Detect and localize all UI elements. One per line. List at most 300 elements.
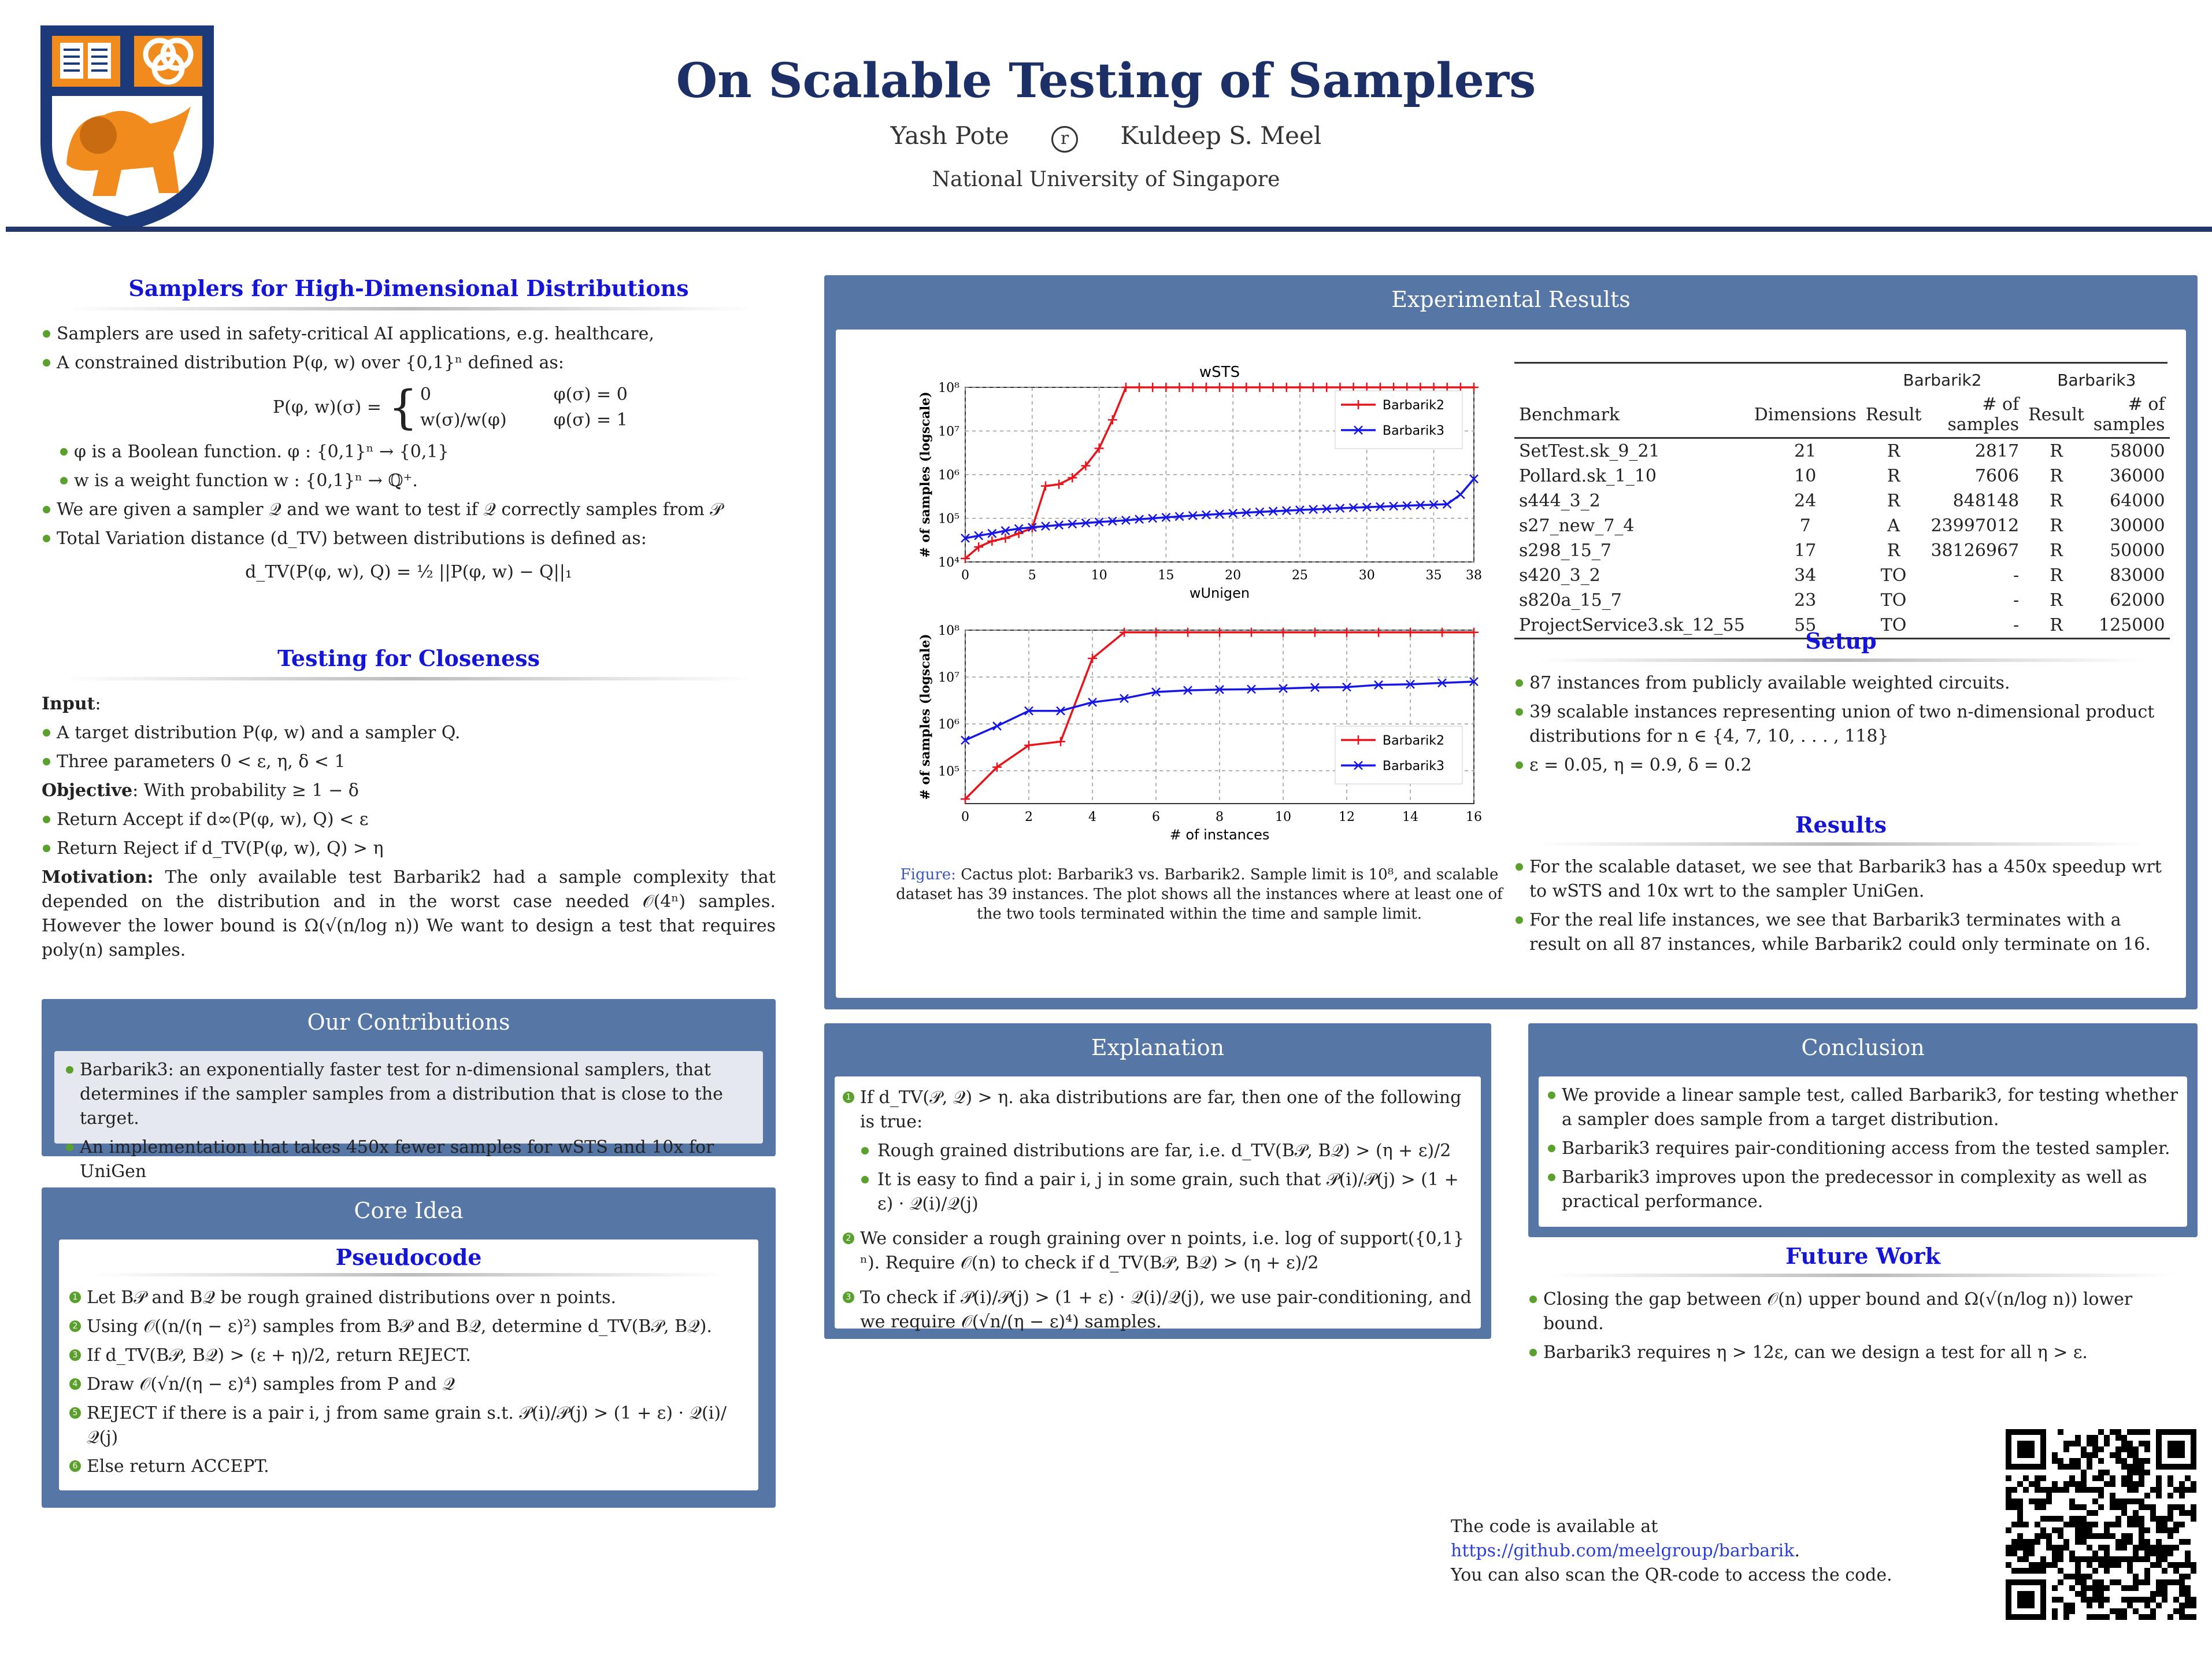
qr-module [2150,1504,2156,1510]
qr-module [2104,1435,2110,1441]
qr-finder [2167,1441,2185,1458]
qr-module [2098,1429,2104,1435]
qr-module [2162,1545,2167,1551]
qr-module [2075,1591,2081,1597]
qr-module [2173,1527,2179,1533]
x-tick-label: 12 [1339,810,1355,824]
qr-module [2127,1446,2133,1452]
qr-module [2104,1562,2110,1568]
qr-module [2087,1533,2092,1539]
table-cell: s298_15_7 [1519,541,1611,561]
list-item: φ is a Boolean function. φ : {0,1}ⁿ → {0,1} [59,440,776,464]
qr-module [2069,1441,2075,1446]
qr-module [2115,1539,2121,1545]
table-header-row [1514,392,2170,438]
step-number: 3 [69,1349,81,1361]
qr-module [2058,1556,2063,1562]
qr-module [2104,1441,2110,1446]
qr-module [2156,1522,2162,1527]
qr-module [2069,1458,2075,1464]
qr-module [2087,1597,2092,1603]
qr-module [2115,1435,2121,1441]
input-list [42,721,776,774]
qr-module [2052,1562,2058,1568]
qr-module [2023,1539,2029,1545]
table-cell: 7 [1799,516,1811,536]
table-header-cell: # of samples [2093,394,2165,435]
qr-module [2087,1556,2092,1562]
pseudocode-step: 5 REJECT if there is a pair i, j from same grain s.t. 𝒫(i)/𝒫(j) > (1 + ε) · 𝒬(i)/𝒬(j) [69,1401,748,1450]
qr-module [2133,1516,2139,1522]
heading-underline [1537,842,2144,846]
section-closeness [42,645,776,963]
qr-module [2058,1516,2063,1522]
table-cell: 848148 [1952,491,2020,511]
qr-module [2017,1522,2023,1527]
qr-module [2156,1585,2162,1591]
qr-module [2040,1533,2046,1539]
qr-module [2052,1597,2058,1603]
qr-module [2098,1562,2104,1568]
qr-module [2104,1533,2110,1539]
table-cell: R [1887,491,1900,511]
qr-module [2115,1608,2121,1614]
table-row [1514,563,2170,588]
panel-core-idea [42,1187,776,1508]
qr-module [2150,1551,2156,1556]
qr-module [2179,1487,2185,1493]
qr-module [2035,1522,2040,1527]
qr-module [2156,1579,2162,1585]
qr-module [2179,1608,2185,1614]
qr-module [2006,1475,2011,1481]
qr-module [2029,1498,2035,1504]
code-availability [1451,1515,1971,1588]
x-tick-label: 6 [1152,810,1160,824]
qr-module [2121,1464,2127,1470]
table-cell: 83000 [2110,565,2165,586]
qr-module [2052,1516,2058,1522]
list-item: Return Reject if d_TV(P(φ, w), Q) > η [42,837,776,861]
qr-module [2035,1475,2040,1481]
qr-module [2058,1545,2063,1551]
qr-module [2104,1568,2110,1574]
qr-module [2040,1487,2046,1493]
samplers-sublist [59,440,776,493]
qr-module [2110,1498,2115,1504]
qr-module [2087,1441,2092,1446]
qr-module [2167,1481,2173,1487]
qr-module [2058,1533,2063,1539]
qr-module [2162,1568,2167,1574]
list-item: A constrained distribution P(φ, w) over {0,1}ⁿ defined as: [42,351,776,375]
qr-module [2104,1481,2110,1487]
qr-module [2087,1545,2092,1551]
table-cell: 34 [1794,565,1817,586]
section-samplers [42,275,776,594]
qr-module [2063,1539,2069,1545]
qr-module [2110,1429,2115,1435]
case-value: 0 [420,384,431,405]
qr-module [2017,1539,2023,1545]
qr-module [2035,1562,2040,1568]
qr-module [2029,1481,2035,1487]
x-tick-label: 10 [1275,810,1291,824]
qr-module [2069,1551,2075,1556]
table-cell: s820a_15_7 [1519,590,1622,610]
qr-module [2133,1458,2139,1464]
qr-module [2115,1452,2121,1458]
qr-module [2167,1493,2173,1498]
qr-module [2092,1435,2098,1441]
table-header-cell: Result [2028,404,2084,425]
qr-module [2063,1522,2069,1527]
qr-module [2156,1527,2162,1533]
qr-module [2127,1585,2133,1591]
qr-module [2191,1516,2196,1522]
qr-module [2029,1568,2035,1574]
list-item: Samplers are used in safety-critical AI applications, e.g. healthcare, [42,322,776,346]
panel-heading: Explanation [1091,1035,1225,1060]
caption-text: Cactus plot: Barbarik3 vs. Barbarik2. Sample limit is 10⁸, and scalable dataset has 39 instances. The plot shows all the instances where at least one of the two tools terminated within the time and sample limit. [896,866,1503,923]
qr-module [2081,1585,2087,1591]
qr-module [2162,1591,2167,1597]
qr-module [2139,1556,2144,1562]
list-item: ε = 0.05, η = 0.9, δ = 0.2 [1514,753,2167,778]
qr-module [2092,1475,2098,1481]
table-cell: s420_3_2 [1519,565,1600,586]
qr-module [2139,1504,2144,1510]
table-cell: 55 [1794,615,1817,635]
qr-module [2069,1498,2075,1504]
qr-module [2075,1579,2081,1585]
qr-module [2046,1533,2052,1539]
qr-module [2029,1562,2035,1568]
qr-module [2139,1429,2144,1435]
qr-module [2139,1539,2144,1545]
qr-module [2115,1458,2121,1464]
qr-module [2110,1504,2115,1510]
qr-module [2121,1597,2127,1603]
qr-module [2156,1603,2162,1608]
qr-module [2098,1545,2104,1551]
table-cell: 2817 [1974,441,2020,461]
qr-module [2011,1568,2017,1574]
qr-module [2029,1551,2035,1556]
authors [0,121,2212,153]
qr-module [2069,1522,2075,1527]
panel-body [54,1051,763,1182]
qr-module [2110,1556,2115,1562]
qr-module [2063,1481,2069,1487]
qr-module [2087,1452,2092,1458]
qr-module [2063,1545,2069,1551]
qr-module [2069,1464,2075,1470]
qr-module [2069,1481,2075,1487]
qr-module [2156,1539,2162,1545]
qr-module [2052,1481,2058,1487]
qr-module [2063,1487,2069,1493]
table-cell: R [2050,491,2063,511]
y-tick-label: 10⁷ [938,671,959,686]
qr-module [2127,1522,2133,1527]
qr-module [2156,1475,2162,1481]
table-cell: SetTest.sk_9_21 [1519,441,1660,461]
table-cell: - [2013,615,2020,635]
table-cell: - [2013,590,2020,610]
panel-contributions [42,999,776,1182]
list-item: An implementation that takes 450x fewer samples for wSTS and 10x for UniGen [65,1135,753,1184]
qr-module [2179,1522,2185,1527]
motivation-label: Motivation: [42,867,154,887]
qr-code[interactable] [2006,1429,2196,1620]
qr-module [2162,1527,2167,1533]
panel-body [1539,1076,2187,1227]
table-cell: 23 [1794,590,1817,610]
table-cell: s444_3_2 [1519,491,1600,511]
qr-module [2150,1608,2156,1614]
poster-title: On Scalable Testing of Samplers [676,53,1536,109]
x-tick-label: 15 [1158,568,1174,583]
pseudocode-step: 2 Using 𝒪((n/(η − ε)²) samples from B𝒫 and B𝒬, determine d_TV(B𝒫, B𝒬). [69,1315,748,1339]
results-list [1514,855,2167,957]
qr-module [2185,1539,2191,1545]
qr-module [2098,1487,2104,1493]
table-cell: 38126967 [1931,541,2020,561]
qr-module [2040,1504,2046,1510]
qr-module [2133,1597,2139,1603]
table-row [1514,588,2170,613]
qr-module [2179,1562,2185,1568]
qr-module [2092,1510,2098,1516]
qr-module [2092,1522,2098,1527]
x-tick-label: 5 [1028,568,1036,583]
panel-heading: Conclusion [1801,1035,1925,1060]
x-tick-label: 0 [961,810,969,824]
qr-module [2133,1510,2139,1516]
qr-module [2098,1603,2104,1608]
table-cell: 64000 [2110,491,2165,511]
qr-module [2156,1556,2162,1562]
qr-module [2133,1585,2139,1591]
qr-module [2098,1597,2104,1603]
qr-module [2087,1487,2092,1493]
qr-module [2127,1464,2133,1470]
qr-module [2081,1481,2087,1487]
qr-module [2058,1458,2063,1464]
list-item: A target distribution P(φ, w) and a sampler Q. [42,721,776,745]
qr-module [2023,1568,2029,1574]
conclusion-list [1547,1083,2179,1214]
qr-module [2081,1452,2087,1458]
qr-module [2011,1487,2017,1493]
x-tick-label: 25 [1291,568,1308,583]
y-axis-label: # of samples (logscale) [918,634,933,800]
qr-module [2150,1487,2156,1493]
qr-module [2144,1504,2150,1510]
qr-module [2087,1522,2092,1527]
table-row [1514,513,2170,538]
table-cell: 17 [1794,541,1817,561]
qr-module [2040,1527,2046,1533]
qr-module [2185,1556,2191,1562]
pseudocode-step: 3 If d_TV(B𝒫, B𝒬) > (ε + η)/2, return REJECT. [69,1344,748,1368]
list-item: w is a weight function w : {0,1}ⁿ → ℚ⁺. [59,469,776,493]
samplers-list-2 [42,498,776,551]
qr-module [2121,1481,2127,1487]
qr-module [2075,1504,2081,1510]
qr-module [2035,1533,2040,1539]
table-cell: 30000 [2110,516,2165,536]
qr-module [2011,1539,2017,1545]
list-item: We are given a sampler 𝒬 and we want to test if 𝒬 correctly samples from 𝒫 [42,498,776,522]
table-header-cell: # of samples [1947,394,2020,435]
list-item: 87 instances from publicly available weighted circuits. [1514,671,2167,695]
panel-heading: Our Contributions [307,1009,510,1035]
qr-module [2133,1464,2139,1470]
input-line: Input: [42,694,101,714]
qr-module [2173,1504,2179,1510]
qr-module [2035,1487,2040,1493]
table-cell: - [2013,565,2020,586]
list-item: Barbarik3 improves upon the predecessor in complexity as well as practical performance. [1547,1166,2179,1214]
qr-module [2127,1539,2133,1545]
qr-module [2121,1435,2127,1441]
qr-module [2179,1481,2185,1487]
code-link[interactable]: https://github.com/meelgroup/barbarik [1451,1541,1795,1561]
qr-module [2139,1516,2144,1522]
qr-module [2017,1533,2023,1539]
qr-module [2040,1498,2046,1504]
qr-module [2167,1562,2173,1568]
qr-module [2179,1510,2185,1516]
qr-module [2092,1556,2098,1562]
qr-module [2185,1574,2191,1579]
qr-module [2127,1498,2133,1504]
qr-module [2017,1516,2023,1522]
x-tick-label: 4 [1088,810,1096,824]
qr-module [2139,1522,2144,1527]
qr-module [2121,1556,2127,1562]
legend-label: Barbarik2 [1383,398,1444,413]
qr-module [2098,1470,2104,1475]
step-number: 1 [843,1092,854,1103]
and-symbol: r [1051,126,1078,153]
distribution-formula [273,382,776,433]
qr-module [2127,1568,2133,1574]
qr-module [2023,1487,2029,1493]
qr-module [2150,1597,2156,1603]
objective-list [42,808,776,861]
table-cell: 21 [1794,441,1817,461]
qr-module [2023,1475,2029,1481]
qr-module [2121,1504,2127,1510]
qr-module [2081,1504,2087,1510]
table-cell: R [2050,466,2063,486]
table-row [1514,438,2170,464]
qr-module [2144,1493,2150,1498]
y-tick-label: 10⁷ [938,424,959,439]
list-item: Barbarik3 requires pair-conditioning access from the tested sampler. [1547,1137,2179,1161]
qr-module [2040,1516,2046,1522]
qr-module [2139,1498,2144,1504]
qr-module [2087,1527,2092,1533]
panel-explanation [824,1023,1491,1339]
results-table [1514,364,2170,639]
qr-module [2191,1568,2196,1574]
qr-module [2156,1516,2162,1522]
qr-module [2104,1527,2110,1533]
qr-module [2098,1614,2104,1620]
chart-wsts [902,353,1485,619]
section-heading: Future Work [1785,1243,1940,1269]
qr-module [2046,1487,2052,1493]
qr-module [2075,1562,2081,1568]
qr-module [2052,1556,2058,1562]
qr-module [2110,1481,2115,1487]
qr-module [2023,1545,2029,1551]
qr-module [2133,1522,2139,1527]
qr-module [2127,1475,2133,1481]
qr-module [2121,1458,2127,1464]
qr-finder [2017,1441,2035,1458]
list-item: Barbarik3 requires η > 12ε, can we design a test for all η > ε. [1528,1341,2198,1365]
qr-module [2179,1493,2185,1498]
qr-module [2185,1487,2191,1493]
explanation-step: 2 We consider a rough graining over n points, i.e. log of support({0,1}ⁿ). Require 𝒪(n) to check if d_TV(B𝒫, B𝒬) > (η + ε)/2 [843,1227,1473,1275]
qr-module [2081,1475,2087,1481]
qr-module [2121,1545,2127,1551]
qr-module [2162,1556,2167,1562]
qr-module [2040,1556,2046,1562]
qr-module [2121,1608,2127,1614]
heading-underline [65,677,753,680]
qr-module [2150,1510,2156,1516]
pseudocode-heading: Pseudocode [335,1244,482,1270]
x-axis-label: wUnigen [1189,585,1250,601]
heading-underline [1537,658,2144,662]
panel-heading: Core Idea [354,1198,464,1223]
qr-module [2075,1481,2081,1487]
qr-module [2092,1498,2098,1504]
qr-module [2075,1522,2081,1527]
qr-module [2017,1481,2023,1487]
qr-module [2110,1522,2115,1527]
qr-module [2104,1470,2110,1475]
y-tick-label: 10⁶ [938,468,959,483]
qr-module [2081,1522,2087,1527]
qr-module [2110,1452,2115,1458]
list-item: We provide a linear sample test, called Barbarik3, for testing whether a sampler does sample from a target distribution. [1547,1083,2179,1132]
qr-module [2040,1562,2046,1568]
qr-module [2075,1533,2081,1539]
qr-module [2133,1551,2139,1556]
qr-module [2139,1481,2144,1487]
qr-module [2121,1441,2127,1446]
qr-module [2087,1574,2092,1579]
qr-module [2092,1614,2098,1620]
qr-module [2127,1487,2133,1493]
table-cell: A [1887,516,1900,536]
qr-module [2133,1470,2139,1475]
qr-module [2063,1574,2069,1579]
qr-module [2115,1562,2121,1568]
qr-module [2173,1579,2179,1585]
table-cell: TO [1880,615,1907,635]
tv-formula: d_TV(P(φ, w), Q) = ½ ||P(φ, w) − Q||₁ [245,562,572,582]
qr-module [2127,1597,2133,1603]
qr-module [2006,1545,2011,1551]
